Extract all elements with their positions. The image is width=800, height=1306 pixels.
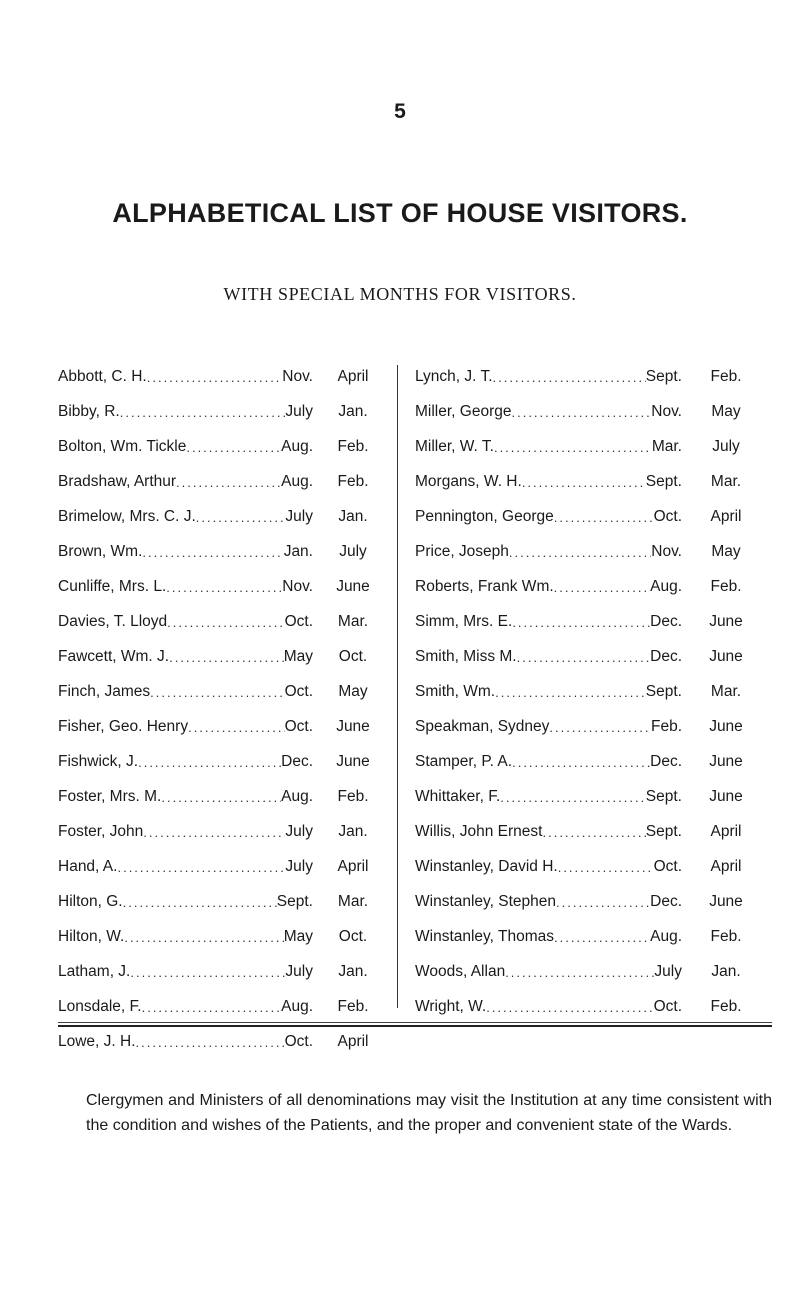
special-month: July [339, 543, 367, 560]
special-month: June [336, 578, 370, 595]
visitor-row [58, 718, 400, 753]
visitor-name: Lonsdale, F. [58, 998, 142, 1015]
visitor-entry [415, 823, 682, 841]
visitor-name: Foster, Mrs. M. [58, 788, 162, 805]
visit-month: July [654, 963, 682, 980]
visitor-row [58, 928, 400, 963]
visit-month: Dec. [650, 893, 682, 910]
visitor-name: Fisher, Geo. Henry [58, 718, 189, 735]
dot-leader [166, 578, 282, 595]
visitor-name: Winstanley, Stephen [415, 893, 557, 910]
dot-leader [500, 788, 646, 805]
dot-leader [511, 403, 651, 420]
visitor-entry [58, 788, 313, 806]
dot-leader [494, 438, 652, 455]
visit-month: Sept. [645, 683, 682, 700]
special-month: May [711, 543, 741, 560]
visitor-name: Miller, George [415, 403, 512, 420]
visitor-name: Fawcett, Wm. J. [58, 648, 170, 665]
visitor-row [409, 543, 771, 578]
visitor-row [58, 508, 400, 543]
visit-month: Nov. [651, 543, 682, 560]
table-rule [58, 1022, 772, 1027]
visit-month: Aug. [281, 473, 313, 490]
visit-month: Sept. [645, 788, 682, 805]
special-month: June [336, 753, 370, 770]
dot-leader [169, 648, 284, 665]
visitor-row [409, 683, 771, 718]
visitor-entry [58, 403, 313, 421]
visitor-name: Woods, Allan [415, 963, 506, 980]
dot-leader [517, 648, 651, 665]
visit-month: Dec. [650, 648, 682, 665]
visitor-row [58, 963, 400, 998]
visitor-name: Fishwick, J. [58, 753, 139, 770]
visit-month: Dec. [650, 753, 682, 770]
special-month: June [709, 788, 743, 805]
visitor-row [409, 823, 771, 858]
special-month: Feb. [337, 998, 369, 1015]
dot-leader [167, 613, 284, 630]
dot-leader [120, 403, 286, 420]
visit-month: July [285, 823, 313, 840]
visitor-entry [415, 718, 682, 736]
special-month: June [709, 753, 743, 770]
visitor-row [409, 613, 771, 648]
visitor-row [409, 508, 771, 543]
page-title: ALPHABETICAL LIST OF HOUSE VISITORS. [112, 198, 688, 228]
visitor-name: Latham, J. [58, 963, 131, 980]
visitor-row [409, 578, 771, 613]
visitor-name: Winstanley, David H. [415, 858, 558, 875]
visitor-entry [415, 788, 682, 806]
dot-leader [117, 858, 285, 875]
visitor-name: Wright, W. [415, 998, 487, 1015]
visit-month: Oct. [284, 1033, 313, 1050]
dot-leader [123, 893, 277, 910]
visitor-entry [415, 683, 682, 701]
dot-leader [147, 368, 283, 385]
visitor-name: Pennington, George [415, 508, 554, 525]
visitor-entry [58, 928, 313, 946]
visitor-row [58, 368, 400, 403]
dot-leader [138, 753, 281, 770]
visit-month: Dec. [650, 613, 682, 630]
dot-leader [161, 788, 281, 805]
visit-month: July [285, 508, 313, 525]
dot-leader [196, 508, 286, 525]
visit-month: Aug. [281, 998, 313, 1015]
visitor-entry [58, 578, 313, 596]
visitor-entry [415, 438, 682, 456]
special-month: April [710, 858, 742, 875]
dot-leader [188, 718, 285, 735]
visitor-entry [58, 893, 313, 911]
visitor-row [58, 473, 400, 508]
visitor-name: Bradshaw, Arthur [58, 473, 177, 490]
visit-month: July [285, 403, 313, 420]
visit-month: Nov. [282, 578, 313, 595]
dot-leader [509, 543, 651, 560]
special-month: Jan. [711, 963, 741, 980]
visitor-name: Simm, Mrs. E. [415, 613, 513, 630]
special-month: July [712, 438, 740, 455]
visitor-entry [58, 508, 313, 526]
visitor-entry [58, 543, 313, 561]
dot-leader [143, 823, 285, 840]
visitor-entry [58, 718, 313, 736]
dot-leader [142, 543, 283, 560]
dot-leader [150, 683, 284, 700]
dot-leader [505, 963, 654, 980]
visitor-name: Brimelow, Mrs. C. J. [58, 508, 196, 525]
visitor-row [409, 893, 771, 928]
visitor-entry [58, 648, 313, 666]
visitor-entry [415, 368, 682, 386]
dot-leader [124, 928, 283, 945]
dot-leader [512, 753, 650, 770]
visit-month: Oct. [284, 683, 313, 700]
special-month: April [337, 368, 369, 385]
visitor-row [409, 788, 771, 823]
dot-leader [495, 683, 646, 700]
special-month: Feb. [710, 928, 742, 945]
visit-month: Sept. [645, 473, 682, 490]
visitor-entry [58, 963, 313, 981]
visit-month: Oct. [653, 858, 682, 875]
visitor-name: Hilton, G. [58, 893, 123, 910]
visitor-entry [415, 928, 682, 946]
visitor-row [58, 823, 400, 858]
visitor-row [58, 998, 400, 1033]
visit-month: May [283, 648, 313, 665]
page-number: 5 [394, 100, 406, 123]
dot-leader [522, 473, 646, 490]
dot-leader [176, 473, 281, 490]
visit-month: Oct. [653, 998, 682, 1015]
special-month: June [709, 718, 743, 735]
special-month: Jan. [338, 963, 368, 980]
special-month: June [709, 648, 743, 665]
visitor-name: Lynch, J. T. [415, 368, 493, 385]
visit-month: Jan. [283, 543, 313, 560]
visitor-row [58, 648, 400, 683]
visitor-name: Abbott, C. H. [58, 368, 147, 385]
visitor-name: Davies, T. Lloyd [58, 613, 168, 630]
visitor-entry [415, 998, 682, 1016]
visitor-row [409, 963, 771, 998]
visitor-name: Morgans, W. H. [415, 473, 522, 490]
visitor-name: Smith, Wm. [415, 683, 496, 700]
special-month: Feb. [337, 788, 369, 805]
visitor-row [58, 683, 400, 718]
dot-leader [554, 928, 650, 945]
visitor-row [58, 543, 400, 578]
special-month: April [710, 508, 742, 525]
dot-leader [130, 963, 285, 980]
visit-month: July [285, 963, 313, 980]
special-month: April [337, 1033, 369, 1050]
visit-month: Sept. [645, 368, 682, 385]
special-month: May [711, 403, 741, 420]
visitor-row [58, 578, 400, 613]
column-divider [397, 365, 398, 1008]
visitor-row [409, 403, 771, 438]
visit-month: Sept. [276, 893, 313, 910]
visitor-row [409, 998, 771, 1033]
special-month: Feb. [337, 473, 369, 490]
visit-month: July [285, 858, 313, 875]
special-month: April [710, 823, 742, 840]
visitor-entry [415, 613, 682, 631]
visitor-row [58, 1033, 400, 1068]
special-month: Mar. [337, 893, 369, 910]
dot-leader [493, 368, 646, 385]
visitor-name: Bolton, Wm. Tickle [58, 438, 187, 455]
visit-month: Sept. [645, 823, 682, 840]
visitor-name: Smith, Miss M. [415, 648, 517, 665]
visitor-entry [58, 368, 313, 386]
dot-leader [486, 998, 653, 1015]
visitor-row [58, 893, 400, 928]
visitor-entry [58, 613, 313, 631]
special-month: June [709, 893, 743, 910]
special-month: Feb. [710, 368, 742, 385]
special-month: June [709, 613, 743, 630]
visit-month: Feb. [650, 718, 682, 735]
visit-month: Nov. [282, 368, 313, 385]
visitor-name: Speakman, Sydney [415, 718, 550, 735]
visit-month: Aug. [650, 928, 682, 945]
visitor-entry [415, 543, 682, 561]
dot-leader [186, 438, 281, 455]
dot-leader [512, 613, 650, 630]
visitor-name: Stamper, P. A. [415, 753, 513, 770]
visitor-entry [58, 438, 313, 456]
visit-month: Dec. [281, 753, 313, 770]
special-month: Feb. [710, 578, 742, 595]
visitor-row [409, 753, 771, 788]
visitor-name: Roberts, Frank Wm. [415, 578, 554, 595]
visitor-entry [415, 963, 682, 981]
visitor-entry [415, 753, 682, 771]
visitor-entry [415, 858, 682, 876]
visit-month: Oct. [653, 508, 682, 525]
special-month: May [338, 683, 368, 700]
visitor-row [58, 788, 400, 823]
visitor-name: Lowe, J. H. [58, 1033, 136, 1050]
dot-leader [558, 858, 654, 875]
dot-leader [549, 718, 651, 735]
visitor-name: Miller, W. T. [415, 438, 494, 455]
visitor-row [409, 473, 771, 508]
visitor-row [58, 753, 400, 788]
visitor-name: Winstanley, Thomas [415, 928, 554, 945]
footer-note: Clergymen and Ministers of all denominations may visit the Institution at any time consistent with the condition and wishes of the Patients, and the proper and convenient state of the Wards. [86, 1092, 772, 1134]
visitor-row [409, 858, 771, 893]
visitor-name: Cunliffe, Mrs. L. [58, 578, 167, 595]
visitor-entry [58, 753, 313, 771]
visitor-entry [58, 473, 313, 491]
visitor-name: Whittaker, F. [415, 788, 501, 805]
visitor-entry [415, 578, 682, 596]
special-month: Jan. [338, 508, 368, 525]
visitor-row [409, 648, 771, 683]
visitor-row [58, 438, 400, 473]
dot-leader [136, 1033, 285, 1050]
visit-month: Nov. [651, 403, 682, 420]
special-month: Mar. [710, 473, 742, 490]
page-subtitle: WITH SPECIAL MONTHS FOR VISITORS. [223, 284, 577, 304]
dot-leader [542, 823, 645, 840]
visitor-entry [415, 648, 682, 666]
visit-month: Aug. [281, 438, 313, 455]
visitor-row [409, 928, 771, 963]
visitor-name: Brown, Wm. [58, 543, 143, 560]
visitor-entry [58, 998, 313, 1016]
special-month: Oct. [338, 648, 368, 665]
visitor-row [409, 438, 771, 473]
rule-thin [58, 1022, 772, 1023]
rule-thick [58, 1025, 772, 1027]
visitor-name: Willis, John Ernest [415, 823, 543, 840]
visitor-name: Bibby, R. [58, 403, 120, 420]
special-month: Mar. [337, 613, 369, 630]
visitor-entry [415, 893, 682, 911]
visitor-entry [415, 403, 682, 421]
visit-month: Mar. [651, 438, 682, 455]
visitor-name: Foster, John [58, 823, 144, 840]
visit-month: Aug. [650, 578, 682, 595]
visitor-row [58, 613, 400, 648]
dot-leader [142, 998, 282, 1015]
visit-month: May [283, 928, 313, 945]
special-month: Jan. [338, 403, 368, 420]
special-month: Mar. [710, 683, 742, 700]
visitor-entry [58, 858, 313, 876]
visit-month: Aug. [281, 788, 313, 805]
visitor-name: Finch, James [58, 683, 151, 700]
visitor-row [409, 718, 771, 753]
visitor-row [58, 403, 400, 438]
visitor-list-left [58, 368, 400, 1068]
visitor-name: Hand, A. [58, 858, 118, 875]
visitor-list-right [409, 368, 771, 1033]
visitor-entry [415, 473, 682, 491]
visitor-name: Price, Joseph [415, 543, 509, 560]
visitor-row [58, 858, 400, 893]
visitor-name: Hilton, W. [58, 928, 125, 945]
visitor-entry [58, 1033, 313, 1051]
visitor-entry [58, 823, 313, 841]
special-month: Oct. [338, 928, 368, 945]
special-month: June [336, 718, 370, 735]
visitor-entry [58, 683, 313, 701]
visit-month: Oct. [284, 613, 313, 630]
dot-leader [554, 508, 654, 525]
special-month: Jan. [338, 823, 368, 840]
special-month: Feb. [337, 438, 369, 455]
visit-month: Oct. [284, 718, 313, 735]
visitor-entry [415, 508, 682, 526]
dot-leader [554, 578, 650, 595]
dot-leader [556, 893, 650, 910]
visitor-row [409, 368, 771, 403]
special-month: April [337, 858, 369, 875]
special-month: Feb. [710, 998, 742, 1015]
